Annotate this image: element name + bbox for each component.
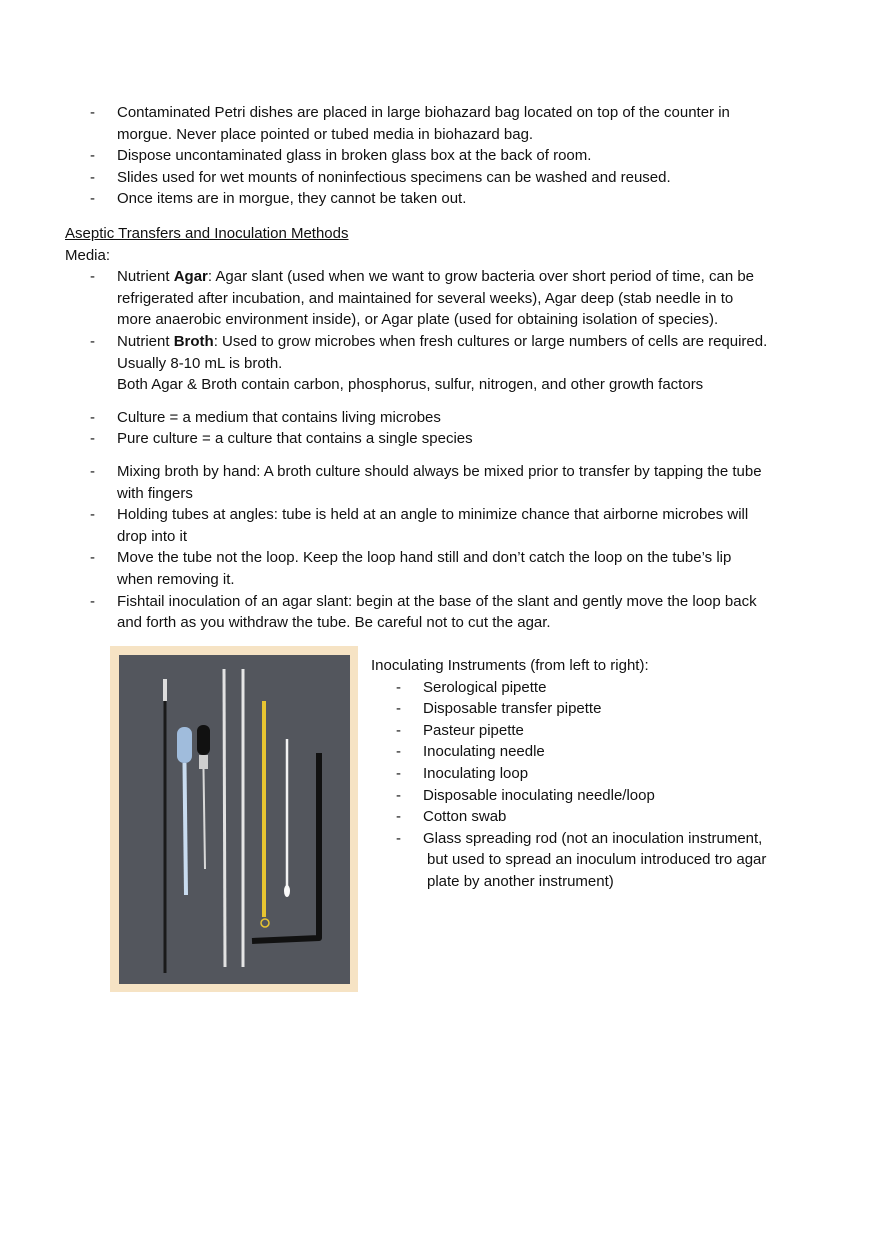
broth-prefix: Nutrient [117, 332, 174, 350]
list-item-text: Inoculating needle [423, 743, 545, 761]
techniques-list [65, 461, 810, 634]
broth-text: : Used to grow microbes when fresh cultures or large numbers of cells are required. [213, 332, 768, 350]
list-item [65, 188, 810, 210]
media-label: Media: [65, 246, 111, 264]
bullet-dash: - [90, 168, 95, 186]
list-item-text: Holding tubes at angles: tube is held at an angle to minimize chance that airborne microbes will [117, 506, 749, 524]
cotton-swab-tip [284, 885, 290, 897]
list-item [371, 720, 821, 742]
list-item [65, 461, 810, 504]
list-item [371, 741, 821, 763]
list-item [371, 763, 821, 785]
list-item-continuation: but used to spread an inoculum introduced tro agar [427, 851, 767, 869]
agar-term: Agar [173, 268, 208, 286]
list-item-continuation: plate by another instrument) [427, 872, 614, 890]
list-item [65, 504, 810, 547]
bullet-dash: - [90, 506, 95, 524]
bullet-dash: - [396, 808, 401, 826]
instruments-title: Inoculating Instruments (from left to right): [371, 657, 649, 674]
list-item-text: Culture = a medium that contains living microbes [117, 408, 441, 426]
list-item-text: Once items are in morgue, they cannot be taken out. [117, 190, 467, 208]
bullet-dash: - [90, 430, 95, 448]
list-item [65, 407, 810, 429]
list-item [65, 591, 810, 634]
photo-background [119, 655, 350, 984]
list-item-text: morgue. Never place pointed or tubed media in biohazard bag. [117, 125, 534, 143]
bullet-dash: - [396, 678, 401, 696]
list-item-text: Move the tube not the loop. Keep the loop hand still and don’t catch the loop on the tube’s lip [117, 549, 732, 567]
bullet-dash: - [90, 147, 95, 165]
list-item-broth [65, 331, 810, 396]
transfer-pipette-bulb [177, 727, 192, 763]
serological-pipette-tip [163, 679, 167, 701]
instruments-section [371, 655, 821, 893]
bullet-dash: - [90, 332, 95, 350]
bullet-dash: - [396, 743, 401, 761]
bullet-dash: - [90, 190, 95, 208]
list-item-text: with fingers [117, 484, 193, 502]
list-item [65, 102, 810, 145]
list-item [65, 547, 810, 590]
list-item-text: Fishtail inoculation of an agar slant: begin at the base of the slant and gently move the loop back [117, 592, 757, 610]
list-item-text: Glass spreading rod (not an inoculation instrument, [423, 829, 763, 847]
list-item [371, 806, 821, 828]
list-item [65, 428, 810, 450]
list-item [65, 145, 810, 167]
list-item-text: Contaminated Petri dishes are placed in large biohazard bag located on top of the counter in [117, 104, 730, 121]
bullet-dash: - [90, 268, 95, 286]
agar-text-line2: refrigerated after incubation, and maintained for several weeks), Agar deep (stab needle in to [117, 289, 734, 307]
agar-text-line3: more anaerobic environment inside), or Agar plate (used for obtaining isolation of species). [117, 311, 719, 329]
bullet-dash: - [90, 549, 95, 567]
broth-text-line3: Both Agar & Broth contain carbon, phosphorus, sulfur, nitrogen, and other growth factors [117, 376, 704, 394]
list-item-text: Cotton swab [423, 808, 507, 826]
list-item-text: Dispose uncontaminated glass in broken glass box at the back of room. [117, 147, 592, 165]
instruments-photo [110, 646, 358, 992]
bullet-dash: - [396, 764, 401, 782]
list-item-text: Pasteur pipette [423, 721, 524, 739]
instruments-list [371, 677, 821, 850]
bullet-dash: - [90, 592, 95, 610]
pasteur-pipette-bulb [197, 725, 210, 755]
agar-text: : Agar slant (used when we want to grow bacteria over short period of time, can be [207, 268, 755, 286]
list-item-text: Slides used for wet mounts of noninfectious specimens can be washed and reused. [117, 168, 671, 186]
list-item [371, 677, 821, 699]
list-item [371, 785, 821, 807]
agar-prefix: Nutrient [117, 268, 174, 286]
bullet-dash: - [90, 104, 95, 121]
instruments-illustration [119, 655, 350, 984]
list-item-text: Disposable transfer pipette [423, 700, 602, 718]
bullet-dash: - [90, 408, 95, 426]
bullet-dash: - [396, 786, 401, 804]
bullet-dash: - [396, 721, 401, 739]
transfer-pipette-stem [185, 763, 187, 895]
bullet-dash: - [90, 462, 95, 480]
section-heading: Aseptic Transfers and Inoculation Methods [65, 225, 349, 242]
list-item [371, 698, 821, 720]
definitions-list [65, 407, 810, 450]
list-item [371, 828, 821, 850]
list-item-text: when removing it. [117, 570, 235, 588]
list-item-agar [65, 266, 810, 331]
list-item-text: Mixing broth by hand: A broth culture should always be mixed prior to transfer by tapping the tube [117, 462, 762, 480]
aseptic-section [65, 223, 810, 634]
list-item-text: Inoculating loop [423, 764, 529, 782]
bullet-dash: - [396, 700, 401, 718]
list-item-text: Disposable inoculating needle/loop [423, 786, 655, 804]
list-item-text: and forth as you withdraw the tube. Be careful not to cut the agar. [117, 614, 551, 632]
list-item-text: Pure culture = a culture that contains a single species [117, 430, 473, 448]
disposal-list [65, 102, 810, 210]
list-item-text: Serological pipette [423, 678, 547, 696]
inoculating-needle [224, 669, 225, 967]
bullet-dash: - [396, 829, 401, 847]
list-item-text: drop into it [117, 527, 188, 545]
broth-term: Broth [173, 332, 214, 350]
pasteur-pipette-neck [199, 755, 208, 769]
broth-text-line2: Usually 8-10 mL is broth. [117, 354, 283, 372]
list-item [65, 167, 810, 189]
